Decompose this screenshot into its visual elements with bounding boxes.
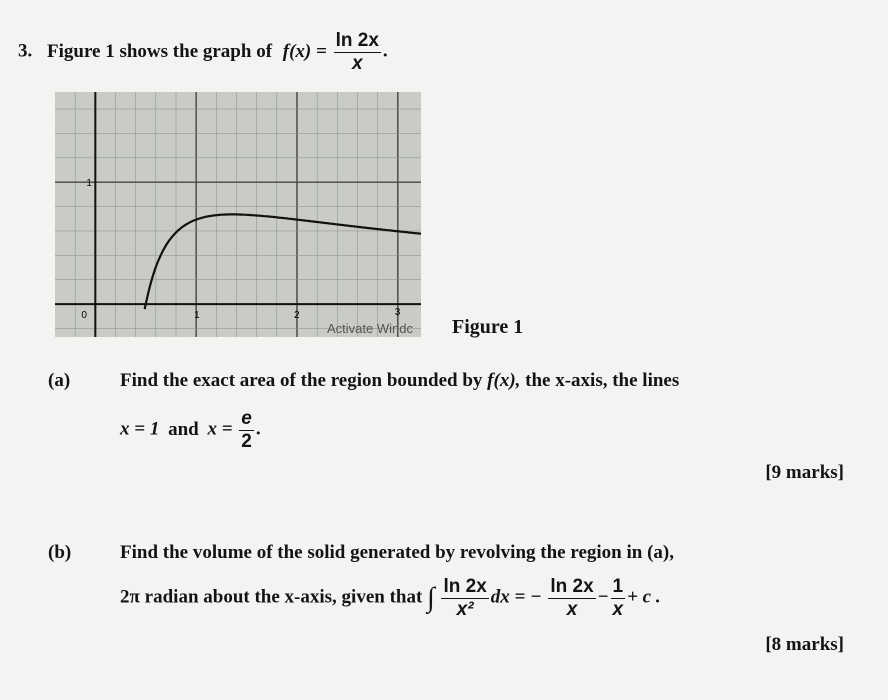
question-number: 3.	[18, 40, 33, 62]
result-term-2	[611, 576, 626, 621]
minus-sign: −	[597, 586, 609, 608]
part-b-formula	[120, 576, 661, 621]
question-end: .	[382, 40, 388, 62]
two-denominator: 2	[241, 430, 252, 452]
part-a-text-1: Find the exact area of the region bounded by	[120, 370, 483, 391]
part-a-lines	[120, 408, 261, 453]
x-tick-2: 2	[293, 310, 300, 322]
result-1-numerator: ln 2x	[550, 576, 594, 597]
integrand	[441, 576, 488, 621]
x-tick-1: 1	[194, 310, 200, 322]
watermark: Activate Windc	[327, 321, 413, 336]
integral-sign: ∫	[427, 582, 435, 614]
part-b-label: (b)	[48, 542, 72, 563]
function-fraction	[334, 30, 381, 75]
question-intro: Figure 1 shows the graph of	[47, 40, 273, 62]
and-text: and	[168, 418, 199, 440]
e-numerator: e	[241, 408, 252, 429]
y-tick-1: 1	[86, 178, 92, 190]
result-term-1	[548, 576, 595, 621]
figure-1-graph	[55, 92, 421, 337]
x-tick-0: 0	[81, 310, 87, 322]
integrand-denominator: x²	[456, 598, 474, 620]
integrand-numerator: ln 2x	[443, 576, 487, 597]
question-header	[18, 30, 388, 75]
part-b-text-2: 2π radian about the x-axis, given that	[120, 586, 423, 608]
part-a-text	[120, 370, 679, 392]
part-a-end: .	[255, 418, 261, 440]
part-b-marks: [8 marks]	[765, 634, 844, 655]
part-a-marks: [9 marks]	[765, 462, 844, 483]
result-2-denominator: x	[612, 598, 624, 620]
dx-equals: dx = −	[490, 586, 542, 608]
figure-caption: Figure 1	[452, 316, 524, 338]
plus-c: + c .	[627, 586, 661, 608]
part-a-fx: f(x),	[487, 370, 521, 391]
part-b-text: Find the volume of the solid generated by revolving the region in (a),	[120, 542, 674, 563]
part-a-label: (a)	[48, 370, 71, 391]
result-2-numerator: 1	[612, 576, 624, 597]
part-a-text-2: the x-axis, the lines	[525, 370, 680, 391]
line-1: x = 1	[120, 418, 160, 440]
x-tick-3: 3	[394, 307, 401, 319]
function-lhs: f(x) =	[282, 40, 327, 62]
line-2-lhs: x =	[207, 418, 233, 440]
function-denominator: x	[351, 52, 363, 74]
e-over-2	[239, 408, 254, 453]
function-numerator: ln 2x	[335, 30, 379, 51]
result-1-denominator: x	[566, 598, 578, 620]
